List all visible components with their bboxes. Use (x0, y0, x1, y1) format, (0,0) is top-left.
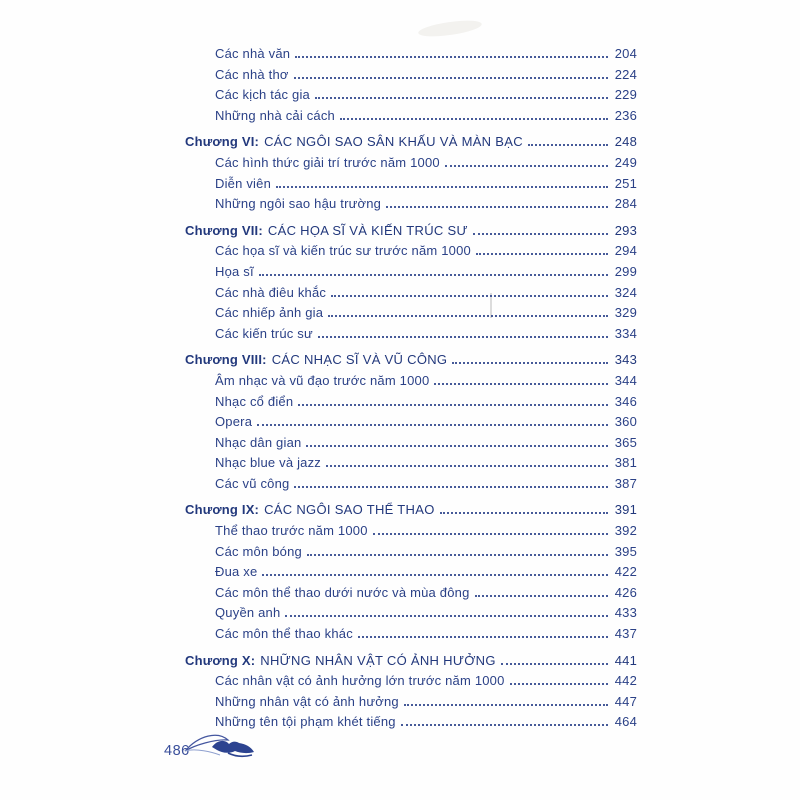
dot-leader (328, 315, 608, 317)
toc-group (185, 221, 637, 345)
entry-page-number: 422 (614, 564, 637, 580)
scan-smudge-artifact (417, 18, 482, 40)
entry-page-number: 395 (614, 543, 637, 559)
toc-chapter-row (185, 350, 637, 371)
dot-leader (510, 683, 608, 685)
entry-title: Nhạc dân gian (215, 434, 302, 450)
entry-title: Các họa sĩ và kiến trúc sư trước năm 1000 (215, 243, 471, 259)
entry-page-number: 464 (614, 714, 637, 730)
dot-leader (298, 404, 608, 406)
toc-item-row (185, 474, 637, 495)
dot-leader (326, 465, 608, 467)
entry-title: Diễn viên (215, 175, 271, 191)
toc-item-row (185, 174, 637, 195)
entry-title: Các nhà điêu khắc (215, 284, 327, 300)
chapter-page-number: 391 (614, 502, 637, 518)
chapter-number-label: Chương IX: (185, 502, 260, 518)
toc-chapter-row (185, 221, 637, 242)
toc-chapter-row (185, 500, 637, 521)
chapter-page-number: 248 (614, 134, 637, 150)
dot-leader (452, 362, 608, 364)
entry-page-number: 365 (614, 434, 637, 450)
entry-title: Những tên tội phạm khét tiếng (215, 714, 396, 730)
entry-title: Các nhà thơ (215, 66, 289, 82)
dot-leader (358, 636, 608, 638)
toc-item-row (185, 85, 637, 106)
toc-item-row (185, 283, 637, 304)
entry-page-number: 329 (614, 305, 637, 321)
chapter-number-label: Chương VI: (185, 134, 260, 150)
entry-title: Âm nhạc và vũ đạo trước năm 1000 (215, 372, 430, 388)
toc-group (185, 500, 637, 644)
chapter-title: CÁC NGÔI SAO SÂN KHẤU VÀ MÀN BẠC (264, 134, 523, 150)
toc-group (185, 44, 637, 126)
entry-page-number: 344 (614, 372, 637, 388)
toc-list (185, 44, 637, 733)
toc-item-row (185, 583, 637, 604)
toc-item-row (185, 603, 637, 624)
toc-item-row (185, 624, 637, 645)
entry-title: Quyền anh (215, 605, 281, 621)
entry-page-number: 426 (614, 584, 637, 600)
entry-title: Các kiến trúc sư (215, 325, 313, 341)
dot-leader (318, 336, 608, 338)
entry-page-number: 437 (614, 626, 637, 642)
entry-page-number: 334 (614, 325, 637, 341)
toc-chapter-row (185, 132, 637, 153)
entry-title: Thể thao trước năm 1000 (215, 523, 368, 539)
entry-page-number: 249 (614, 154, 637, 170)
dot-leader (307, 554, 608, 556)
dot-leader (440, 512, 608, 514)
chapter-page-number: 441 (614, 652, 637, 668)
dot-leader (445, 165, 608, 167)
toc-item-row (185, 412, 637, 433)
toc-item-row (185, 194, 637, 215)
chapter-number-label: Chương X: (185, 652, 256, 668)
entry-title: Các nhân vật có ảnh hưởng lớn trước năm 1000 (215, 673, 505, 689)
dot-leader (340, 118, 608, 120)
dot-leader (262, 574, 608, 576)
entry-page-number: 324 (614, 284, 637, 300)
entry-title: Các môn bóng (215, 543, 302, 559)
entry-title: Các kịch tác gia (215, 87, 310, 103)
dot-leader (473, 233, 608, 235)
toc-item-row (185, 371, 637, 392)
toc-chapter-row (185, 651, 637, 672)
dot-leader (259, 274, 608, 276)
chapter-number-label: Chương VII: (185, 222, 263, 238)
dot-leader (434, 383, 608, 385)
dot-leader (285, 615, 608, 617)
dot-leader (315, 97, 608, 99)
entry-page-number: 346 (614, 393, 637, 409)
toc-item-row (185, 692, 637, 713)
entry-title: Nhạc blue và jazz (215, 455, 322, 471)
dot-leader (257, 424, 608, 426)
entry-page-number: 294 (614, 243, 637, 259)
toc-item-row (185, 542, 637, 563)
dot-leader (476, 253, 608, 255)
toc-item-row (185, 453, 637, 474)
entry-page-number: 204 (614, 46, 637, 61)
toc-item-row (185, 562, 637, 583)
toc-item-row (185, 392, 637, 413)
entry-title: Nhạc cổ điển (215, 393, 294, 409)
entry-page-number: 251 (614, 175, 637, 191)
entry-title: Những ngôi sao hậu trường (215, 196, 382, 212)
toc-group (185, 651, 637, 733)
toc-item-row (185, 521, 637, 542)
entry-title: Những nhà cải cách (215, 107, 335, 123)
entry-page-number: 447 (614, 693, 637, 709)
dot-leader (501, 663, 608, 665)
chapter-title: CÁC NHẠC SĨ VÀ VŨ CÔNG (271, 352, 448, 368)
page-number: 486 (164, 743, 190, 759)
toc-item-row (185, 241, 637, 262)
dot-leader (528, 144, 608, 146)
entry-title: Các nhà văn (215, 46, 291, 61)
entry-page-number: 387 (614, 475, 637, 491)
dot-leader (373, 533, 608, 535)
dot-leader (295, 56, 608, 58)
toc-item-row (185, 44, 637, 65)
entry-page-number: 392 (614, 523, 637, 539)
entry-title: Các hình thức giải trí trước năm 1000 (215, 154, 440, 170)
toc-group (185, 350, 637, 494)
dot-leader (276, 186, 608, 188)
entry-page-number: 299 (614, 263, 637, 279)
dot-leader (404, 704, 608, 706)
toc-item-row (185, 433, 637, 454)
entry-page-number: 360 (614, 414, 637, 430)
dot-leader (294, 486, 608, 488)
toc-item-row (185, 303, 637, 324)
entry-title: Các môn thể thao khác (215, 626, 353, 642)
entry-page-number: 229 (614, 87, 637, 103)
entry-title: Họa sĩ (215, 263, 254, 279)
chapter-title: NHỮNG NHÂN VẬT CÓ ẢNH HƯỞNG (260, 652, 496, 668)
toc-item-row (185, 153, 637, 174)
entry-title: Các vũ công (215, 475, 290, 491)
chapter-page-number: 293 (614, 222, 637, 238)
dot-leader (386, 206, 608, 208)
entry-page-number: 284 (614, 196, 637, 212)
dot-leader (401, 724, 608, 726)
entry-page-number: 236 (614, 107, 637, 123)
entry-page-number: 224 (614, 66, 637, 82)
toc-item-row (185, 106, 637, 127)
entry-title: Những nhân vật có ảnh hưởng (215, 693, 399, 709)
entry-title: Opera (215, 414, 253, 430)
entry-title: Các môn thể thao dưới nước và mùa đông (215, 584, 470, 600)
entry-title: Các nhiếp ảnh gia (215, 305, 324, 321)
dot-leader (331, 295, 608, 297)
entry-page-number: 381 (614, 455, 637, 471)
chapter-title: CÁC HỌA SĨ VÀ KIẾN TRÚC SƯ (267, 222, 468, 238)
entry-page-number: 442 (614, 673, 637, 689)
page-footer (164, 740, 256, 762)
entry-page-number: 433 (614, 605, 637, 621)
quill-flourish-icon (182, 728, 256, 762)
dot-leader (475, 595, 608, 597)
toc-item-row (185, 262, 637, 283)
chapter-title: CÁC NGÔI SAO THỂ THAO (264, 502, 435, 518)
toc-item-row (185, 671, 637, 692)
dot-leader (306, 445, 608, 447)
toc-group (185, 132, 637, 214)
chapter-page-number: 343 (614, 352, 637, 368)
chapter-number-label: Chương VIII: (185, 352, 267, 368)
entry-title: Đua xe (215, 564, 258, 580)
dot-leader (294, 77, 608, 79)
toc-item-row (185, 324, 637, 345)
toc-item-row (185, 65, 637, 86)
